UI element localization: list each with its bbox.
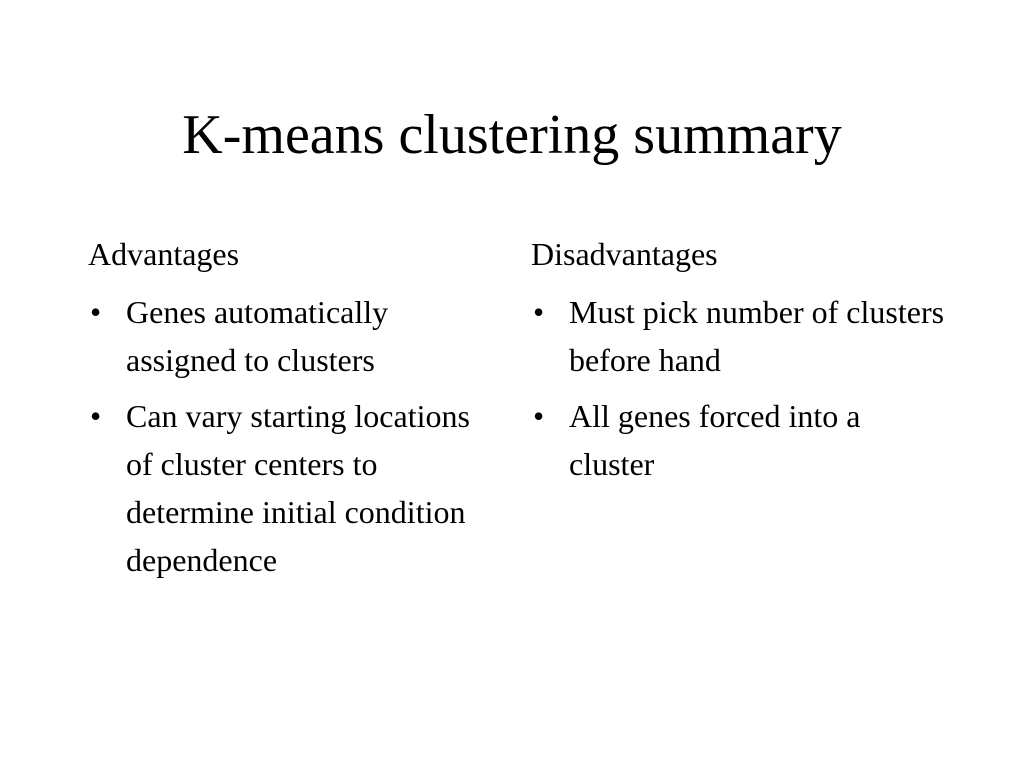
advantage-text: Can vary starting locations of cluster centers to determine initial condition dependence xyxy=(126,398,470,578)
disadvantage-text: Must pick number of clusters before hand xyxy=(569,294,945,378)
bullet-icon: • xyxy=(90,294,102,330)
advantages-list xyxy=(88,288,488,584)
disadvantages-heading: Disadvantages xyxy=(531,236,718,272)
disadvantages-list xyxy=(531,288,951,488)
disadvantage-text: All genes forced into a cluster xyxy=(569,398,861,482)
bullet-icon: • xyxy=(533,398,545,434)
bullet-icon: • xyxy=(90,398,102,434)
disadvantages-column xyxy=(531,232,951,496)
list-item xyxy=(531,392,951,488)
advantages-column xyxy=(88,232,488,592)
list-item xyxy=(531,288,951,384)
list-item xyxy=(88,392,488,584)
list-item xyxy=(88,288,488,384)
bullet-icon: • xyxy=(533,294,545,330)
advantages-heading: Advantages xyxy=(88,236,240,272)
slide-title: K-means clustering summary xyxy=(182,104,842,166)
advantage-text: Genes automatically assigned to clusters xyxy=(126,294,389,378)
